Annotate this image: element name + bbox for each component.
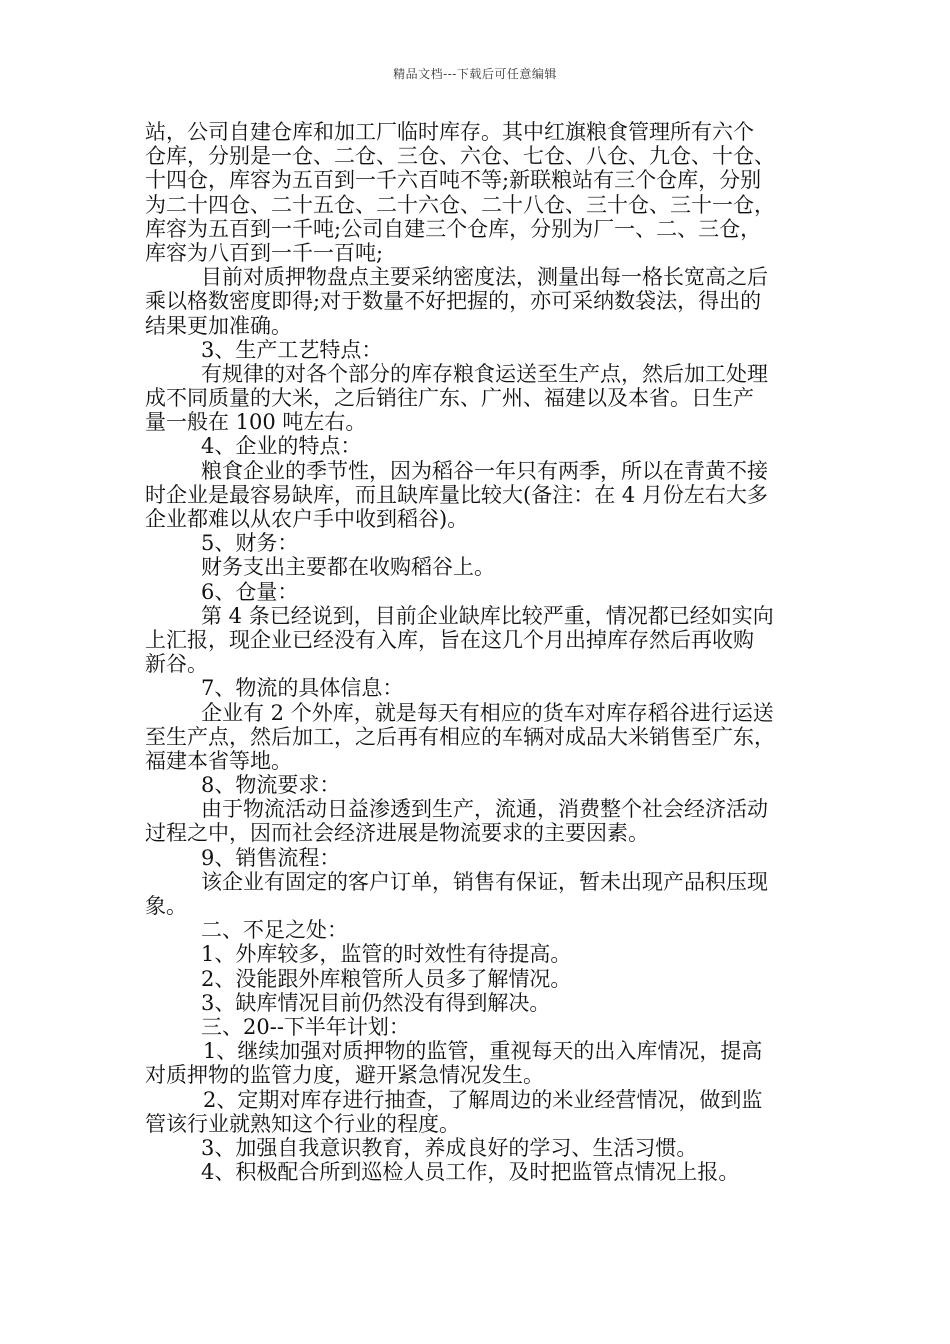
text-line: 2、没能跟外库粮管所人员多了解情况。	[201, 966, 572, 991]
text-line: 库容为八百到一千一百吨;	[145, 240, 384, 265]
text-line: 为二十四仓、二十五仓、二十六仓、二十八仓、三十仓、三十一仓，	[145, 192, 775, 217]
text-line: 由于物流活动日益渗透到生产，流通，消费整个社会经济活动	[201, 797, 768, 822]
text-line: 福建本省等地。	[145, 748, 292, 773]
text-line: 量一般在 100 吨左右。	[145, 410, 367, 435]
text-line: 二、不足之处：	[201, 918, 348, 943]
text-line: 新谷。	[145, 652, 208, 677]
text-line: 9、销售流程：	[201, 845, 341, 870]
text-line: 1、继续加强对质押物的监管，重视每天的出入库情况，提高	[203, 1039, 763, 1064]
text-line: 库容为五百到一千吨;公司自建三个仓库，分别为厂一、二、三仓，	[145, 216, 762, 241]
text-line: 2、定期对库存进行抽查，了解周边的米业经营情况，做到监	[203, 1087, 763, 1112]
text-line: 目前对质押物盘点主要采纳密度法，测量出每一格长宽高之后	[201, 265, 768, 290]
text-line: 3、加强自我意识教育，养成良好的学习、生活习惯。	[201, 1135, 698, 1160]
text-line: 3、生产工艺特点：	[201, 337, 383, 362]
text-line: 对质押物的监管力度，避开紧急情况发生。	[145, 1063, 544, 1088]
text-line: 5、财务：	[201, 531, 299, 556]
text-line: 站，公司自建仓库和加工厂临时库存。其中红旗粮食管理所有六个	[145, 120, 754, 144]
text-line: 乘以格数密度即得;对于数量不好把握的，亦可采纳数袋法，得出的	[145, 289, 762, 314]
text-line: 3、缺库情况目前仍然没有得到解决。	[201, 990, 551, 1015]
text-line: 仓库，分别是一仓、二仓、三仓、六仓、七仓、八仓、九仓、十仓、	[145, 144, 775, 169]
text-line: 上汇报，现企业已经没有入库，旨在这几个月出掉库存然后再收购	[145, 627, 754, 652]
text-line: 成不同质量的大米，之后销往广东、广州、福建以及本省。日生产	[145, 386, 754, 411]
page-header: 精品文档---下载后可任意编辑	[393, 67, 557, 81]
text-line: 4、积极配合所到巡检人员工作，及时把监管点情况上报。	[201, 1160, 740, 1185]
document-body	[145, 120, 825, 1184]
text-line: 财务支出主要都在收购稻谷上。	[201, 555, 495, 580]
text-line: 第 4 条已经说到，目前企业缺库比较严重，情况都已经如实向	[201, 603, 774, 628]
text-line: 管该行业就熟知这个行业的程度。	[145, 1111, 460, 1136]
text-line: 过程之中，因而社会经济进展是物流要求的主要因素。	[145, 821, 649, 846]
text-line: 时企业是最容易缺库，而且缺库量比较大(备注：在 4 月份左右大多	[145, 482, 768, 507]
text-line: 象。	[145, 894, 187, 918]
text-line: 三、20--下半年计划：	[201, 1014, 410, 1039]
text-line: 1、外库较多，监管的时效性有待提高。	[201, 942, 572, 967]
text-line: 十四仓，库容为五百到一千六百吨不等;新联粮站有三个仓库，分别	[145, 168, 762, 193]
text-line: 企业都难以从农户手中收到稻谷)。	[145, 507, 469, 531]
text-line: 有规律的对各个部分的库存粮食运送至生产点，然后加工处理	[201, 361, 768, 386]
text-line: 6、仓量：	[201, 579, 299, 604]
text-line: 粮食企业的季节性，因为稻谷一年只有两季，所以在青黄不接	[201, 458, 768, 483]
text-line: 4、企业的特点：	[201, 434, 362, 459]
text-line: 该企业有固定的客户订单，销售有保证，暂未出现产品积压现	[201, 869, 768, 894]
text-line: 7、物流的具体信息：	[201, 676, 404, 701]
text-line: 至生产点，然后加工，之后再有相应的车辆对成品大米销售至广东，	[145, 724, 775, 749]
text-line: 结果更加准确。	[145, 313, 292, 338]
text-line: 8、物流要求：	[201, 773, 341, 798]
text-line: 企业有 2 个外库，就是每天有相应的货车对库存稻谷进行运送	[201, 700, 774, 725]
